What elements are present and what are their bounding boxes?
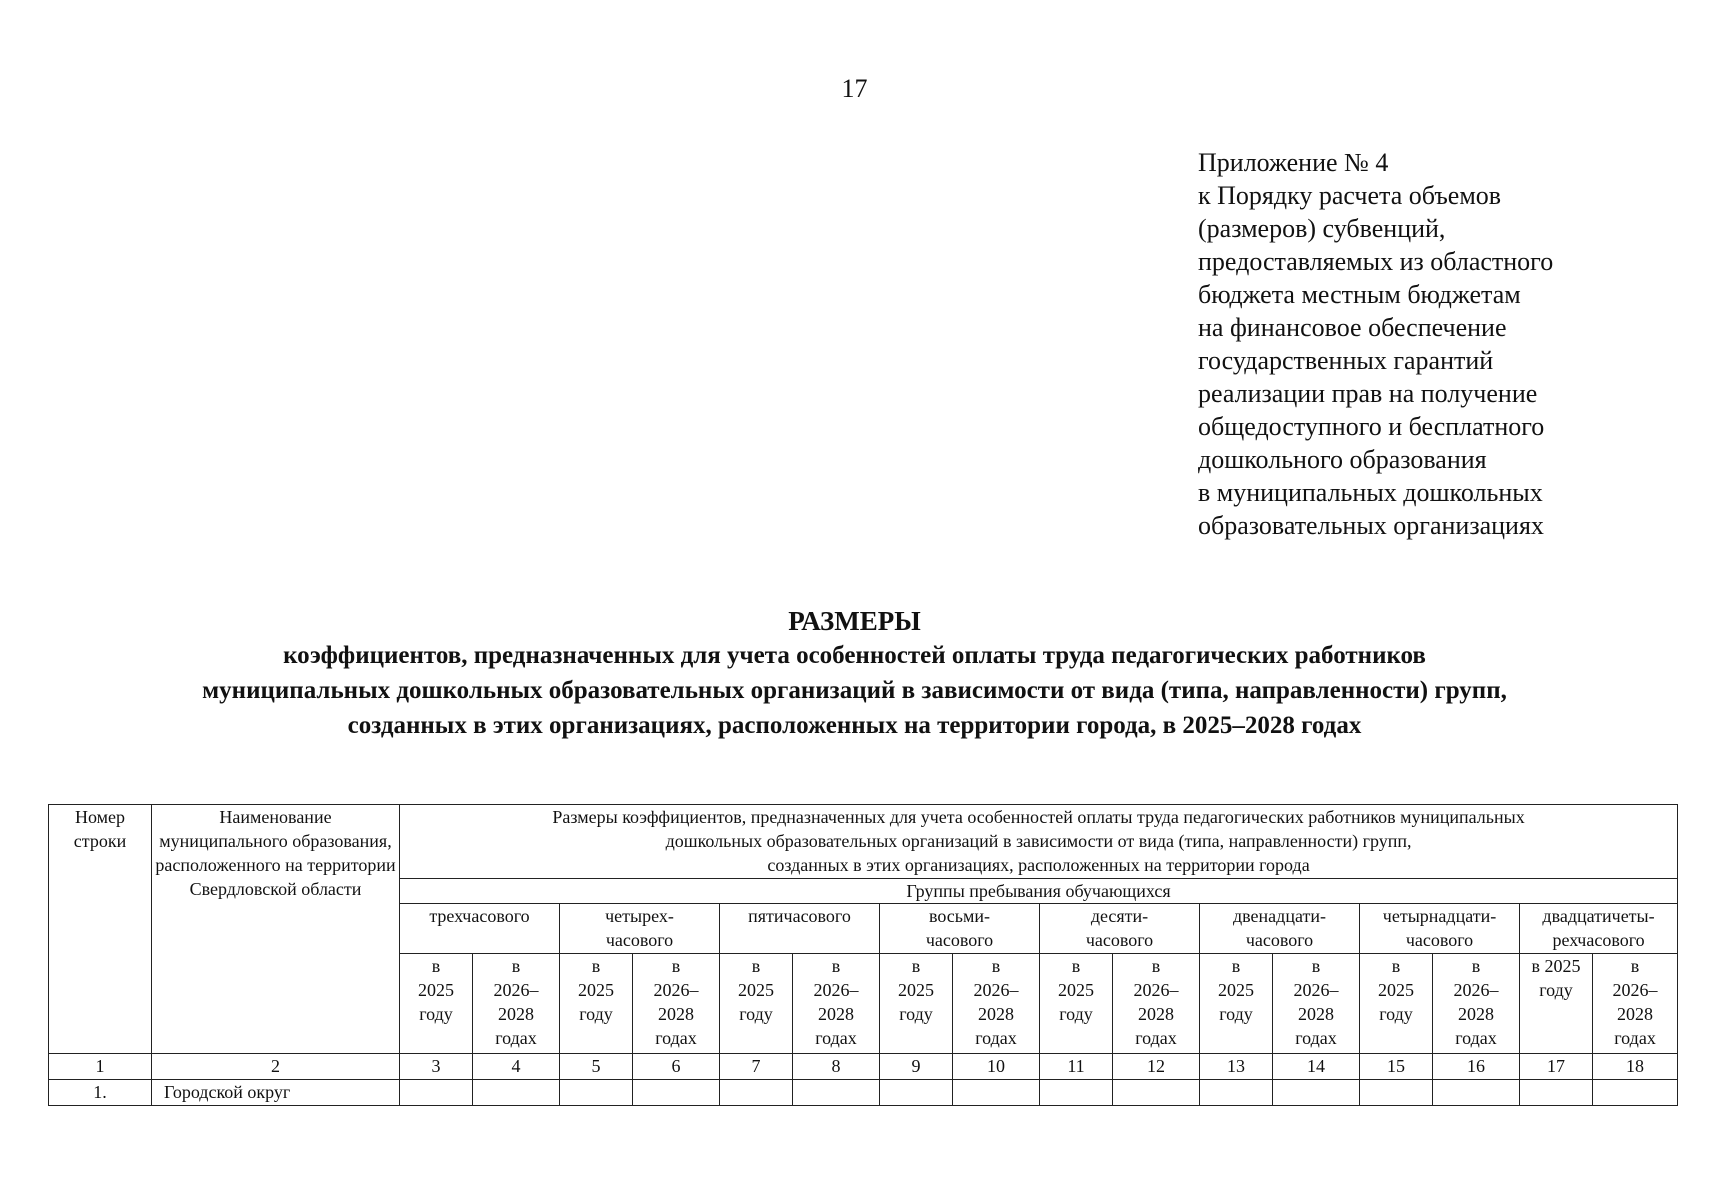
column-number: 9 <box>880 1054 953 1080</box>
column-number: 17 <box>1520 1054 1593 1080</box>
header-coefficients-line: Размеры коэффициентов, предназначенных для учета особенностей оплаты труда педагогических работников муниципальных <box>552 807 1525 827</box>
table-cell <box>633 1080 720 1106</box>
header-period-2025: в 2025 году <box>1040 954 1113 1054</box>
header-group-12h: двенадцати- часового <box>1200 904 1360 954</box>
header-period-2025: в 2025 году <box>400 954 473 1054</box>
column-number: 6 <box>633 1054 720 1080</box>
column-number: 16 <box>1433 1054 1520 1080</box>
header-group-3h: трехчасового <box>400 904 560 954</box>
header-period-2026-2028: в 2026– 2028 годах <box>793 954 880 1054</box>
appendix-line: предоставляемых из областного <box>1198 247 1554 276</box>
column-number: 1 <box>49 1054 152 1080</box>
header-period-2026-2028: в 2026– 2028 годах <box>953 954 1040 1054</box>
table-cell <box>400 1080 473 1106</box>
column-number: 2 <box>152 1054 400 1080</box>
header-period-2026-2028: в 2026– 2028 годах <box>1113 954 1200 1054</box>
document-title <box>0 604 1709 743</box>
header-coefficients <box>400 805 1678 879</box>
table-cell <box>473 1080 560 1106</box>
appendix-line: дошкольного образования <box>1198 445 1487 474</box>
table-cell <box>1520 1080 1593 1106</box>
column-number: 7 <box>720 1054 793 1080</box>
header-group-10h: десяти- часового <box>1040 904 1200 954</box>
title-subtitle-line: созданных в этих организациях, расположенных на территории города, в 2025–2028 годах <box>347 712 1362 739</box>
column-number: 14 <box>1273 1054 1360 1080</box>
header-period-2025: в 2025 году <box>1360 954 1433 1054</box>
header-period-2026-2028: в 2026– 2028 годах <box>473 954 560 1054</box>
header-period-2026-2028: в 2026– 2028 годах <box>1273 954 1360 1054</box>
header-group-14h: четырнадцати- часового <box>1360 904 1520 954</box>
table-cell <box>1273 1080 1360 1106</box>
appendix-line: в муниципальных дошкольных <box>1198 478 1543 507</box>
header-row-number: Номер строки <box>49 805 152 1054</box>
column-number-row <box>49 1054 1678 1080</box>
table-cell <box>880 1080 953 1106</box>
table-cell <box>1040 1080 1113 1106</box>
row-number: 1. <box>49 1080 152 1106</box>
header-period-2025: в 2025 году <box>1200 954 1273 1054</box>
column-number: 8 <box>793 1054 880 1080</box>
column-number: 10 <box>953 1054 1040 1080</box>
table-cell <box>1433 1080 1520 1106</box>
column-number: 5 <box>560 1054 633 1080</box>
table-cell <box>720 1080 793 1106</box>
table-row <box>49 1080 1678 1106</box>
header-period-2026-2028: в 2026– 2028 годах <box>1433 954 1520 1054</box>
title-subtitle-line: коэффициентов, предназначенных для учета особенностей оплаты труда педагогических работников <box>283 642 1426 669</box>
column-number: 4 <box>473 1054 560 1080</box>
appendix-line: (размеров) субвенций, <box>1198 214 1446 243</box>
title-heading: РАЗМЕРЫ <box>788 606 921 636</box>
header-period-2025: в 2025 году <box>560 954 633 1054</box>
appendix-line: Приложение № 4 <box>1198 148 1389 177</box>
header-period-2025: в 2025 году <box>880 954 953 1054</box>
table-cell <box>793 1080 880 1106</box>
row-municipality-name: Городской округ <box>152 1080 400 1106</box>
table-cell <box>953 1080 1040 1106</box>
table-cell <box>1113 1080 1200 1106</box>
appendix-note <box>1198 146 1658 542</box>
appendix-line: бюджета местным бюджетам <box>1198 280 1521 309</box>
header-group-5h: пятичасового <box>720 904 880 954</box>
table-cell <box>560 1080 633 1106</box>
column-number: 12 <box>1113 1054 1200 1080</box>
appendix-line: образовательных организациях <box>1198 511 1544 540</box>
table-cell <box>1200 1080 1273 1106</box>
header-group-24h: двадцатичеты- рехчасового <box>1520 904 1678 954</box>
column-number: 11 <box>1040 1054 1113 1080</box>
header-coefficients-line: созданных в этих организациях, расположенных на территории города <box>767 855 1310 875</box>
table-cell <box>1593 1080 1678 1106</box>
appendix-line: общедоступного и бесплатного <box>1198 412 1545 441</box>
header-coefficients-line: дошкольных образовательных организаций в зависимости от вида (типа, направленности) групп, <box>665 831 1412 851</box>
header-groups: Группы пребывания обучающихся <box>400 879 1678 904</box>
page-number: 17 <box>841 74 868 103</box>
header-period-2026-2028: в 2026– 2028 годах <box>1593 954 1678 1054</box>
coefficients-table <box>48 804 1678 1106</box>
column-number: 13 <box>1200 1054 1273 1080</box>
header-period-2025: в 2025 году <box>720 954 793 1054</box>
appendix-line: государственных гарантий <box>1198 346 1494 375</box>
column-number: 18 <box>1593 1054 1678 1080</box>
appendix-line: на финансовое обеспечение <box>1198 313 1507 342</box>
appendix-line: к Порядку расчета объемов <box>1198 181 1502 210</box>
header-period-2025: в 2025 году <box>1520 954 1593 1054</box>
column-number: 3 <box>400 1054 473 1080</box>
header-municipality: Наименование муниципального образования, расположенного на территории Свердловской области <box>152 805 400 1054</box>
header-group-8h: восьми- часового <box>880 904 1040 954</box>
header-period-2026-2028: в 2026– 2028 годах <box>633 954 720 1054</box>
column-number: 15 <box>1360 1054 1433 1080</box>
header-group-4h: четырех- часового <box>560 904 720 954</box>
table-cell <box>1360 1080 1433 1106</box>
title-subtitle-line: муниципальных дошкольных образовательных организаций в зависимости от вида (типа, направленности) групп, <box>202 677 1507 704</box>
appendix-line: реализации прав на получение <box>1198 379 1538 408</box>
